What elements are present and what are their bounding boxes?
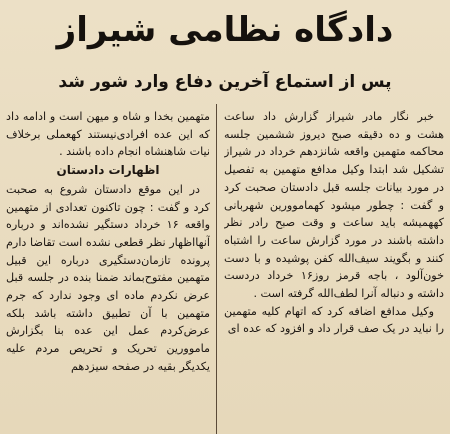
paragraph: در این موقع دادستان شروع به صحبت کرد و گفت : چون تاکنون تعدادی از متهمین واقعه ۱۶ خرداد دستگیر نشده‌اند و درباره آنهااظهار نظر قطعی نشده است تقاضا دارم پرونده تازمان‌دستگیری درباره این قبیل متهمین مفتوح‌بماند ضمنا بنده در جلسه قبل عرض نکردم ماده ای وجود ندارد که جرم متهمین با آن تطبیق داشته باشد بلکه عرض‌کردم عمل این عده بنا بگزارش ماموورین تحریک و تحریص مردم علیه یکدیگر بقیه در صفحه سیزدهم (6, 182, 210, 373)
paragraph: وکیل مدافع اضافه کرد که اتهام کلیه متهمین را نباید در یک صف قرار داد و افزود که عده ای (224, 304, 444, 336)
section-subheading: اظهارات دادستان (56, 163, 160, 178)
column-divider (216, 104, 217, 434)
article-column-right (224, 108, 444, 434)
paragraph: متهمین بخدا و شاه و میهن است و ادامه داد که این عده افرادی‌نیستند کهعملی برخلاف نیات شاهنشاه انجام داده باشند . (6, 110, 210, 159)
headline: دادگاه نظامی شیراز (56, 10, 394, 50)
paragraph: خبر نگار مادر شیراز گزارش داد ساعت هشت و ده دقیقه صبح دیروز ششمین جلسه محاکمه متهمین واقعه شانزدهم خرداد در شیراز تشکیل شد ابتدا وکیل مدافع متهمین به تفصیل در مورد بیانات جلسه قبل دادستان صحبت کرد و گفت : چطور میشود کهماموورین شهربانی کههمیشه باید ساعت و وقت صبح رادر نظر داشته باشند در مورد گزارش ساعت را اشتباه کنند و بگویند سیف‌الله کفن پوشیده و با دست خون‌آلود ، باجه قرمز روز۱۶ خرداد دردست داشته و دنباله آنرا لطف‌الله گرفته است . (224, 110, 444, 301)
subheadline: پس از استماع آخرین دفاع وارد شور شد (58, 72, 392, 92)
article-column-left (6, 108, 210, 434)
